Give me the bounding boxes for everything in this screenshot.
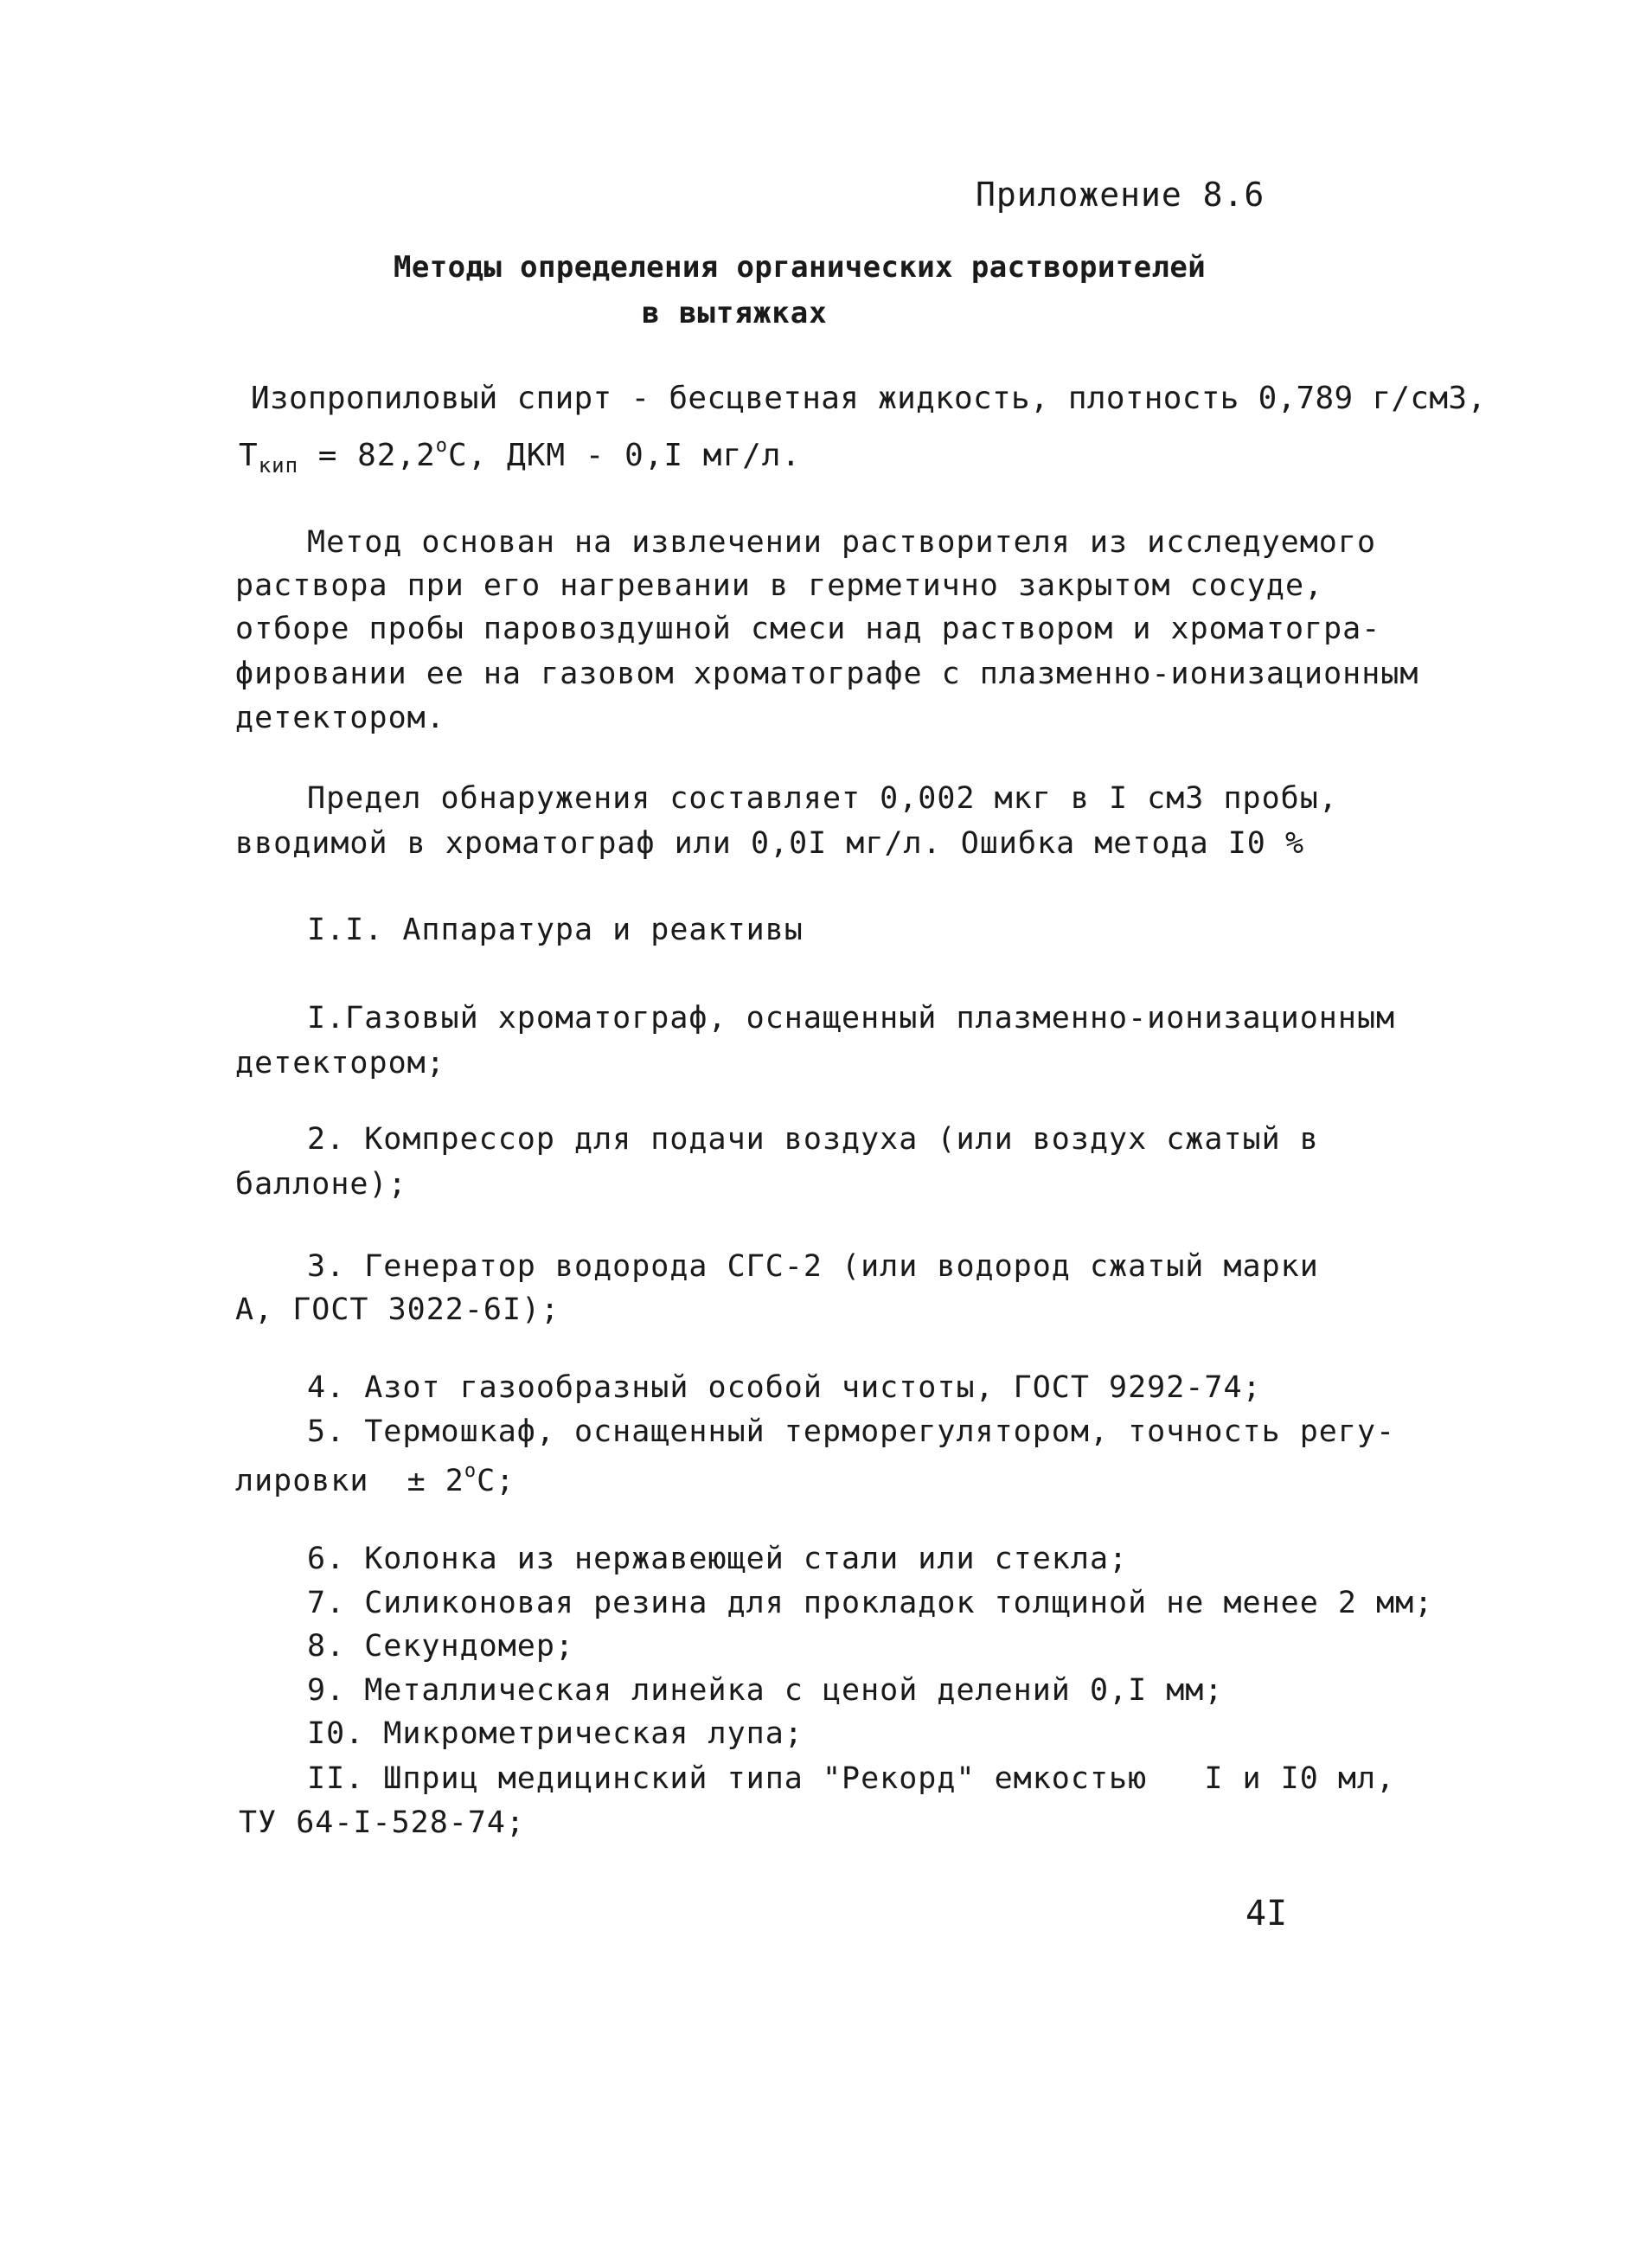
- list-item: 5. Термошкаф, оснащенный терморегулятором, точность регу-: [307, 1414, 1396, 1449]
- list-item: 8. Секундомер;: [307, 1629, 575, 1664]
- method-line: отборе пробы паровоздушной смеси над раствором и хроматогра-: [235, 612, 1381, 646]
- list-item: 9. Металлическая линейка с ценой делений 0,I мм;: [307, 1673, 1224, 1708]
- list-item-continuation: детектором;: [235, 1046, 445, 1081]
- list-item: 6. Колонка из нержавеющей стали или стекла;: [307, 1542, 1129, 1576]
- list-item-continuation: [235, 1462, 515, 1497]
- detection-line: Предел обнаружения составляет 0,002 мкг в I см3 пробы,: [307, 781, 1338, 816]
- method-line: детектором.: [235, 701, 445, 735]
- substance-description: Изопропиловый спирт - бесцветная жидкость, плотность 0,789 г/см3,: [251, 381, 1487, 416]
- degree-mark: о: [464, 1460, 477, 1482]
- method-line: раствора при его нагревании в герметично закрытом сосуде,: [235, 568, 1324, 603]
- t-symbol: Т: [239, 438, 259, 473]
- method-line: Метод основан на извлечении растворителя из исследуемого: [307, 525, 1377, 560]
- item5-text: лировки: [235, 1464, 407, 1498]
- section-heading: I.I. Аппаратура и реактивы: [307, 913, 804, 947]
- boiling-point-line: [239, 437, 801, 476]
- list-item: I0. Микрометрическая лупа;: [307, 1716, 804, 1751]
- list-item-continuation: ТУ 64-I-528-74;: [239, 1805, 526, 1840]
- item5-unit: С;: [477, 1464, 515, 1498]
- appendix-label: Приложение 8.6: [976, 176, 1265, 214]
- list-item: I.Газовый хроматограф, оснащенный плазменно-ионизационным: [307, 1001, 1396, 1036]
- degree-mark: о: [435, 435, 449, 457]
- list-item: 2. Компрессор для подачи воздуха (или воздух сжатый в: [307, 1122, 1319, 1157]
- item5-value: 2: [426, 1464, 464, 1498]
- document-title-line2: в вытяжках: [642, 296, 828, 330]
- list-item: II. Шприц медицинский типа "Рекорд" емкостью I и I0 мл,: [307, 1761, 1396, 1796]
- t-value: = 82,2: [298, 438, 436, 473]
- list-item-continuation: баллоне);: [235, 1167, 407, 1202]
- document-title: Методы определения органических растворителей: [394, 250, 1207, 285]
- method-line: фировании ее на газовом хроматографе с плазменно-ионизационным: [235, 657, 1419, 691]
- detection-line: вводимой в хроматограф или 0,0I мг/л. Ошибка метода I0 %: [235, 826, 1305, 861]
- t-subscript: кип: [258, 453, 299, 478]
- list-item: 4. Азот газообразный особой чистоты, ГОСТ 9292-74;: [307, 1370, 1262, 1405]
- t-rest: С, ДКМ - 0,I мг/л.: [448, 438, 802, 473]
- page-number: 4I: [1245, 1894, 1288, 1934]
- list-item: 7. Силиконовая резина для прокладок толщиной не менее 2 мм;: [307, 1586, 1434, 1620]
- plus-minus-sign: ±: [407, 1464, 426, 1498]
- list-item-continuation: А, ГОСТ 3022-6I);: [235, 1292, 560, 1327]
- list-item: 3. Генератор водорода СГС-2 (или водород сжатый марки: [307, 1249, 1319, 1284]
